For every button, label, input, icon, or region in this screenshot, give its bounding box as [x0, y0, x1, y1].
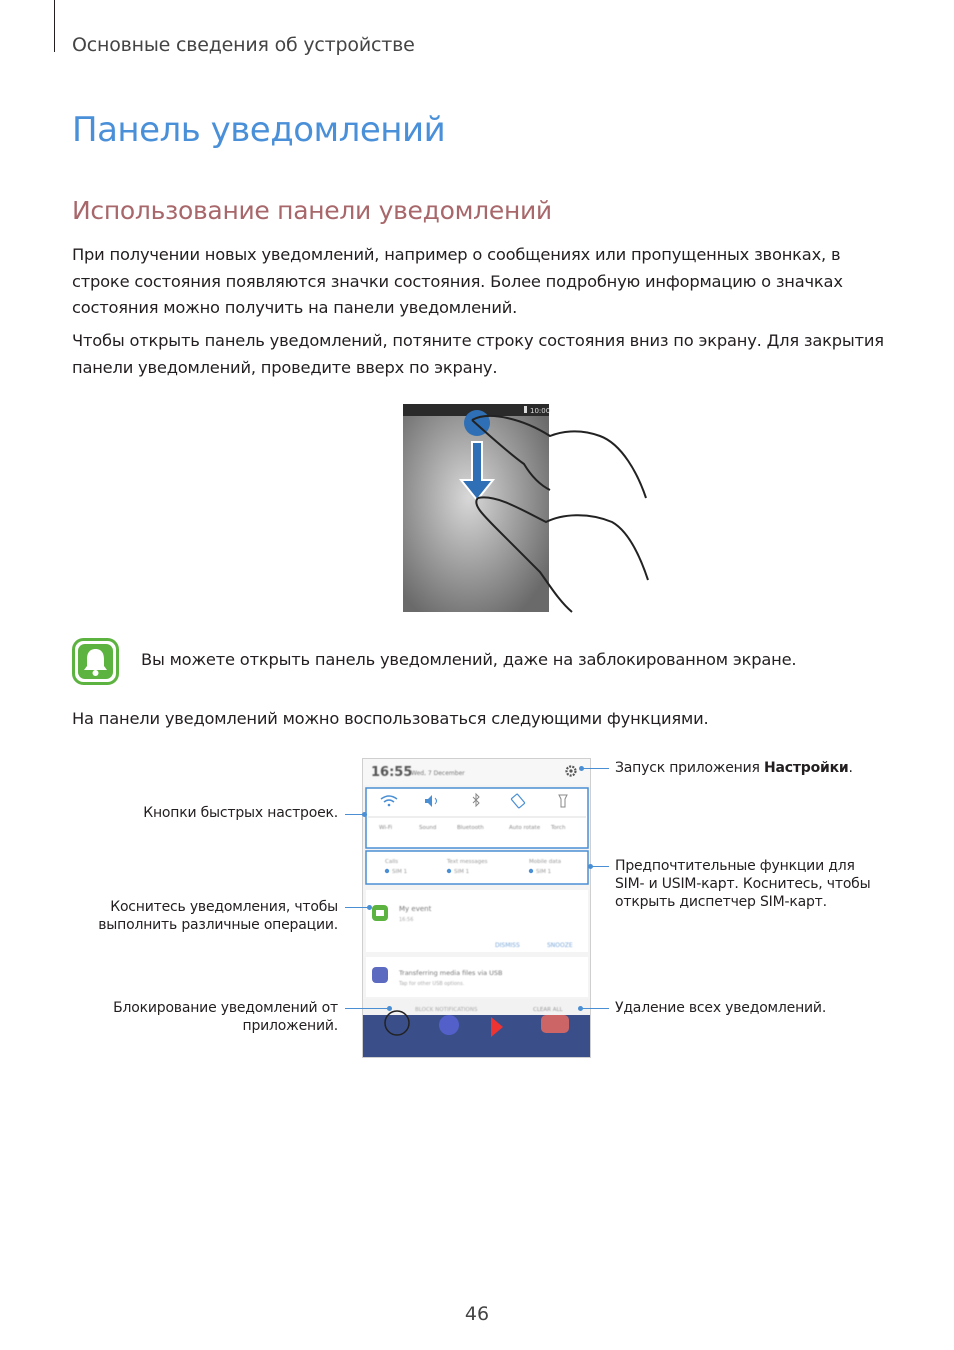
notification-panel-figure: [362, 758, 591, 1058]
battery-icon: [524, 406, 527, 413]
callout-line-quick: [345, 814, 365, 815]
clear-all-button[interactable]: CLEAR ALL: [533, 1007, 563, 1013]
svg-text:Tap for other USB options.: Tap for other USB options.: [399, 981, 465, 987]
note-text: Вы можете открыть панель уведомлений, даже на заблокированном экране.: [141, 650, 797, 669]
svg-text:Wi-Fi: Wi-Fi: [379, 825, 393, 831]
svg-text:Text messages: Text messages: [447, 859, 488, 865]
callout-line-block: [345, 1008, 390, 1009]
section-header: Основные сведения об устройстве: [72, 34, 415, 56]
svg-text:SIM 1: SIM 1: [454, 869, 470, 875]
svg-text:Sound: Sound: [419, 825, 437, 831]
svg-text:Bluetooth: Bluetooth: [457, 825, 484, 831]
paragraph-open-panel: Чтобы открыть панель уведомлений, потяните строку состояния вниз по экрану. Для закрытия панели уведомлений, проведите вверх по экрану.: [72, 331, 884, 377]
callout-clear-all: Удаление всех уведомлений.: [615, 1000, 827, 1016]
svg-text:SIM 1: SIM 1: [392, 869, 408, 875]
callout-line-clear: [580, 1008, 609, 1009]
paragraph-status-icons: При получении новых уведомлений, например о сообщениях или пропущенных звонках, в строке состояния появляются значки состояния. Более подробную информацию о значках состояния можно получить на панели уведомлений.: [72, 245, 843, 317]
svg-text:SNOOZE: SNOOZE: [547, 942, 573, 949]
svg-text:Calls: Calls: [385, 859, 399, 865]
page-number: 46: [464, 1303, 490, 1325]
svg-text:SIM 1: SIM 1: [536, 869, 552, 875]
section-title: Использование панели уведомлений: [72, 196, 552, 225]
note-bell-icon: [72, 638, 119, 685]
callout-line-touch: [345, 907, 370, 908]
svg-text:Torch: Torch: [551, 825, 566, 831]
block-notifications-button[interactable]: BLOCK NOTIFICATIONS: [415, 1007, 478, 1013]
page-title: Панель уведомлений: [72, 110, 446, 150]
svg-text:DISMISS: DISMISS: [495, 942, 520, 949]
paragraph-functions: На панели уведомлений можно воспользоваться следующими функциями.: [72, 709, 709, 728]
svg-text:16:56: 16:56: [399, 917, 414, 923]
callout-quick-settings: Кнопки быстрых настроек.: [143, 805, 338, 821]
status-time: 10:00: [530, 407, 551, 415]
callout-block: Блокирование уведомлений от приложений.: [113, 1000, 338, 1034]
callout-touch-notification: Коснитесь уведомления, чтобы выполнить различные операции.: [98, 899, 338, 933]
panel-date: Wed, 7 December: [411, 770, 465, 777]
svg-text:My event: My event: [399, 905, 432, 913]
svg-text:Mobile data: Mobile data: [529, 859, 562, 865]
callout-settings: Запуск приложения Настройки.: [615, 760, 853, 776]
callout-sim: Предпочтительные функции для SIM- и USIM-карт. Коснитесь, чтобы открыть диспетчер SIM-карт.: [615, 858, 871, 910]
usb-icon: [372, 967, 388, 983]
margin-rule: [54, 0, 55, 52]
svg-text:Transferring media files via U: Transferring media files via USB: [399, 969, 503, 977]
svg-text:Auto rotate: Auto rotate: [509, 825, 541, 831]
callout-line-sim: [590, 866, 609, 867]
swipe-down-figure: [400, 402, 652, 614]
panel-time: 16:55: [371, 765, 413, 780]
callout-line-settings: [581, 768, 609, 769]
